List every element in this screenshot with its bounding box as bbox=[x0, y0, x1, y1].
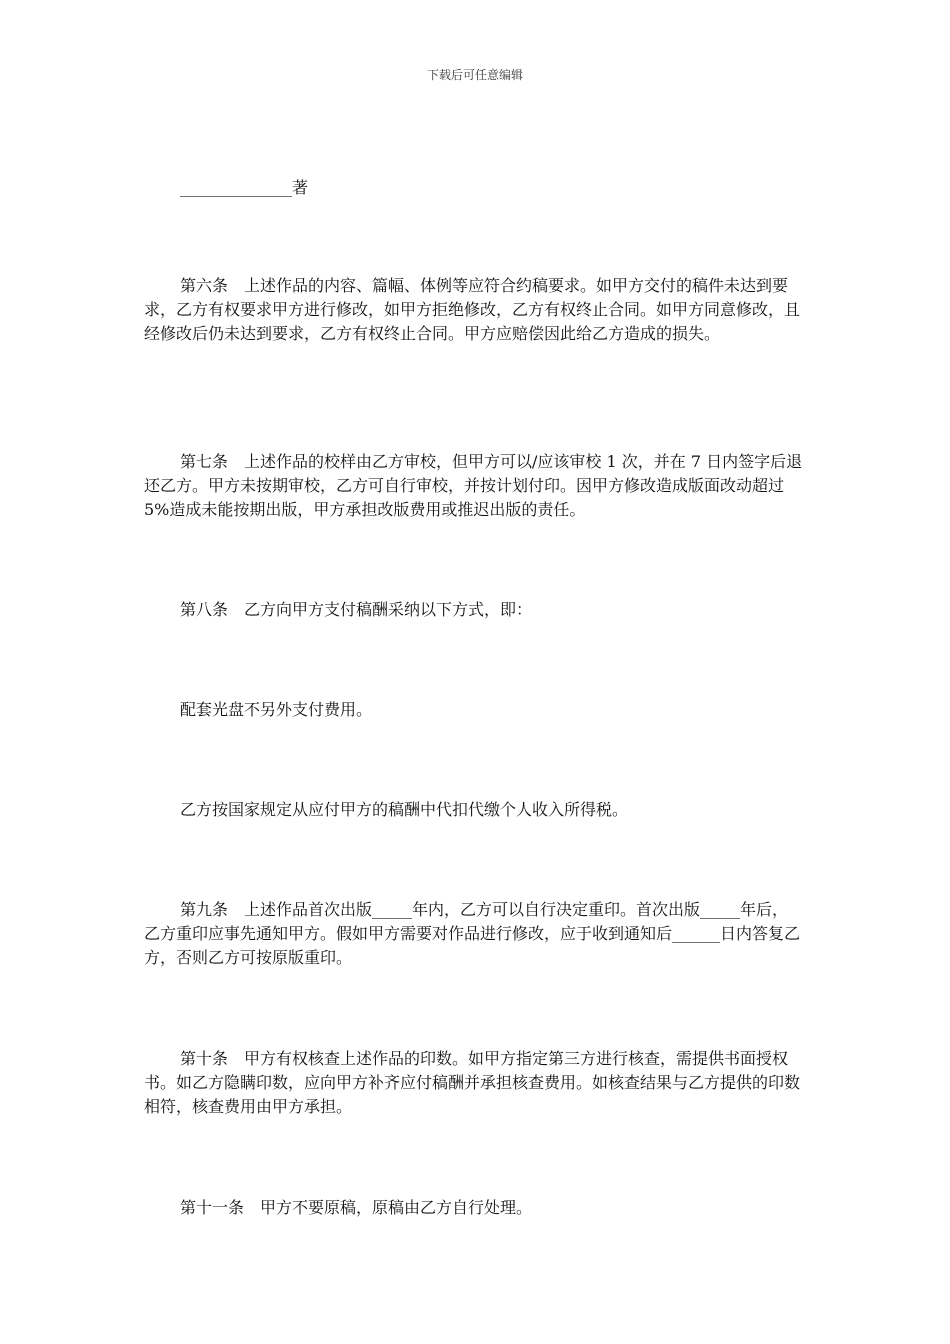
article-number: 第十条 bbox=[180, 1049, 229, 1068]
article-7 bbox=[144, 450, 804, 522]
paragraph-text: 配套光盘不另外支付费用。 bbox=[180, 700, 373, 719]
author-blank: ______________ bbox=[180, 178, 292, 197]
article-number: 第六条 bbox=[180, 276, 229, 295]
author-suffix: 著 bbox=[292, 178, 309, 197]
page-header: 下载后可任意编辑 bbox=[426, 68, 523, 82]
article-number: 第七条 bbox=[180, 452, 229, 471]
article-text: 甲方有权核查上述作品的印数。如甲方指定第三方进行核查，需提供书面授权书。如乙方隐瞒印数，应向甲方补齐应付稿酬并承担核查费用。如核查结果与乙方提供的印数相符，核查费用由甲方承担。 bbox=[144, 1049, 801, 1116]
article-number: 第十一条 bbox=[180, 1198, 245, 1217]
paragraph-disc bbox=[144, 698, 804, 722]
article-number: 第九条 bbox=[180, 900, 229, 919]
author-line bbox=[144, 176, 804, 200]
article-text: 乙方向甲方支付稿酬采纳以下方式，即： bbox=[244, 600, 533, 619]
article-text: 上述作品首次出版_____年内，乙方可以自行决定重印。首次出版_____年后，乙方重印应事先通知甲方。假如甲方需要对作品进行修改，应于收到通知后______日内答复乙方，否则乙方可按原版重印。 bbox=[144, 900, 801, 967]
article-11 bbox=[144, 1196, 804, 1220]
article-number: 第八条 bbox=[180, 600, 229, 619]
paragraph-tax bbox=[144, 798, 804, 822]
article-8 bbox=[144, 598, 804, 622]
article-9 bbox=[144, 898, 804, 970]
article-10 bbox=[144, 1047, 804, 1119]
article-6 bbox=[144, 274, 804, 346]
article-text: 甲方不要原稿，原稿由乙方自行处理。 bbox=[260, 1198, 533, 1217]
article-text: 上述作品的内容、篇幅、体例等应符合约稿要求。如甲方交付的稿件未达到要求，乙方有权要求甲方进行修改，如甲方拒绝修改，乙方有权终止合同。如甲方同意修改，且经修改后仍未达到要求，乙方有权终止合同。甲方应赔偿因此给乙方造成的损失。 bbox=[144, 276, 801, 343]
paragraph-text: 乙方按国家规定从应付甲方的稿酬中代扣代缴个人收入所得税。 bbox=[180, 800, 629, 819]
article-text: 上述作品的校样由乙方审校，但甲方可以/应该审校 1 次，并在 7 日内签字后退还乙方。甲方未按期审校，乙方可自行审校，并按计划付印。因甲方修改造成版面改动超过 5%造成未能按期出版，甲方承担改版费用或推迟出版的责任。 bbox=[144, 452, 803, 519]
